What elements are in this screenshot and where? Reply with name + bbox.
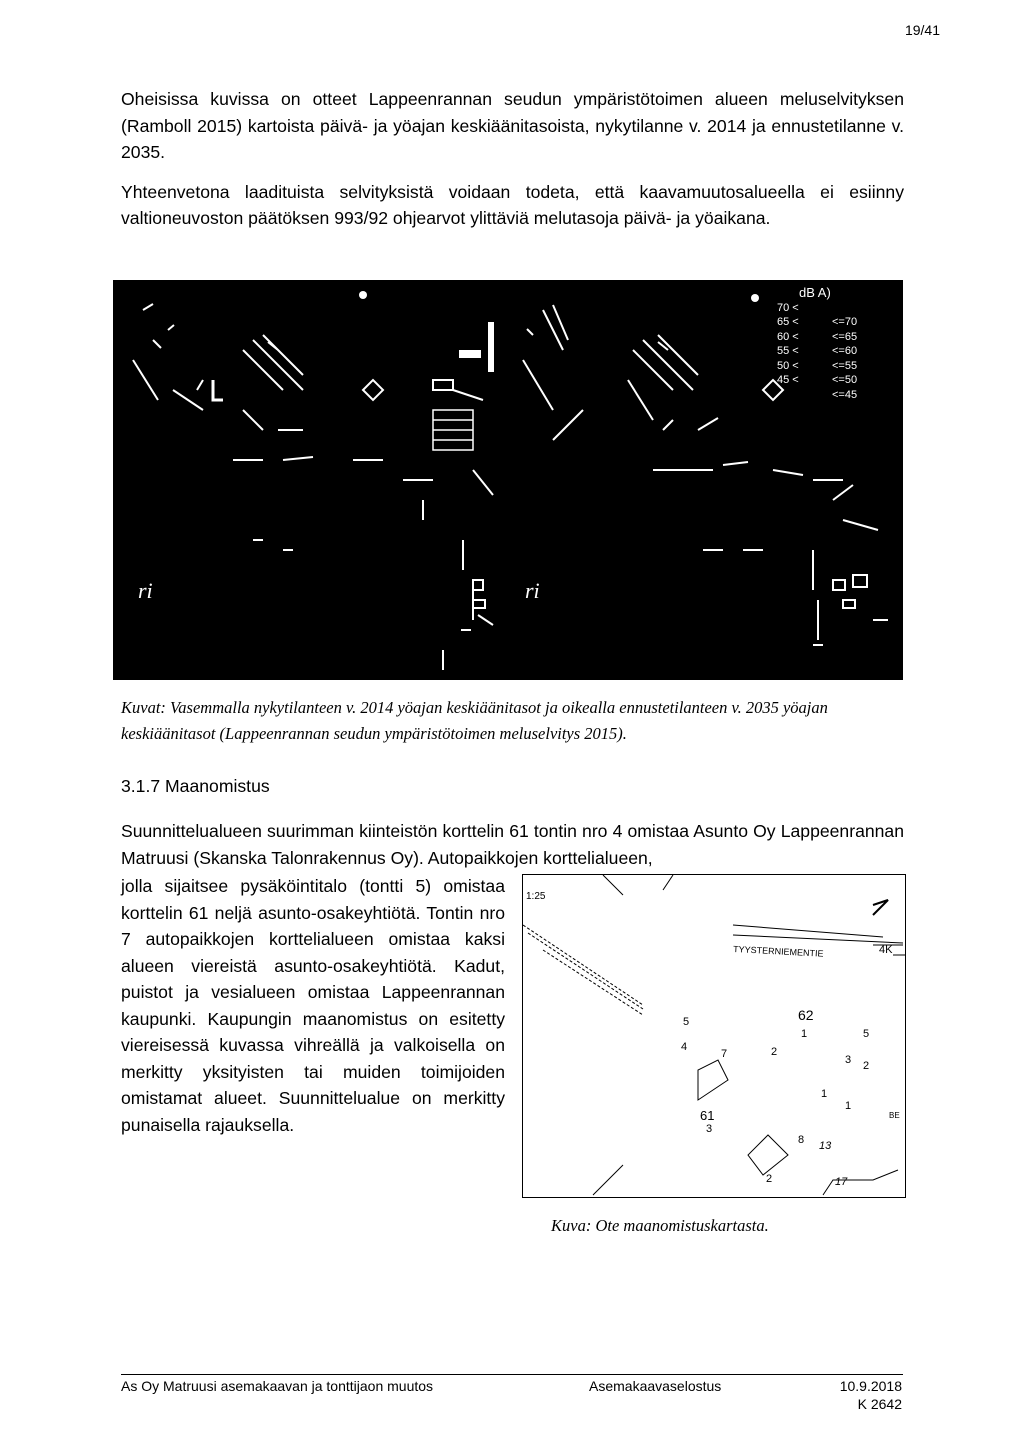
- map-label: 3: [706, 1123, 713, 1135]
- map-label: 13: [819, 1140, 832, 1152]
- map-label: 8: [798, 1134, 805, 1146]
- legend-row: 65 < <=70: [777, 316, 858, 328]
- ownership-paragraph: Suunnittelualueen suurimman kiinteistön korttelin 61 tontin nro 4 omistaa Asunto Oy Lappeenrannan Matruusi (Skanska Talonrakennus Oy). Autopaikkojen korttelialueen,: [121, 821, 904, 868]
- legend-title: dB A): [799, 285, 831, 300]
- intro-text: [121, 86, 904, 232]
- legend-row: <=45: [832, 388, 858, 401]
- page-number: 19/41: [904, 22, 940, 38]
- legend-row: 55 < <=60: [777, 345, 858, 357]
- noise-legend: [777, 286, 897, 402]
- map-label: 7: [721, 1048, 728, 1060]
- footer-divider: [121, 1374, 903, 1375]
- ownership-map: [522, 874, 906, 1198]
- footer-document-title: As Oy Matruusi asemakaavan ja tonttijaon muutos: [121, 1378, 434, 1394]
- ownership-float-text: jolla sijaitsee pysäköintitalo (tontti 5) omistaa korttelin 61 neljä asunto-osakeyhtiötä. Tontin nro 7 autopaikkojen korttelialueen omistaa kaksi alueen viereistä asunto-osakeyhtiötä. Kadut, puistot ja vesialueen omistaa Lappeenrannan kaupunki. Kaupungin maanomistus on esitetty viereisessä kuvassa vihreällä ja valkoisella on merkitty yksityisten tai muiden toimijoiden omistamat alueet. Suunnittelualue on merkitty punaisella rajauksella.: [121, 876, 505, 1135]
- footer-code: K 2642: [857, 1396, 902, 1412]
- map-label: 5: [863, 1028, 870, 1040]
- map-label: 2: [863, 1060, 870, 1072]
- map-label: 61: [700, 1108, 715, 1123]
- legend-row: 70 <: [777, 301, 799, 314]
- map-street: TYYSTERNIEMENTIE: [732, 944, 824, 959]
- map-label: 3: [845, 1054, 852, 1066]
- map-label: 1: [801, 1028, 808, 1040]
- map-label: 1: [821, 1088, 828, 1100]
- map-label: 1: [845, 1100, 852, 1112]
- footer-document-type: Asemakaavaselostus: [589, 1378, 722, 1394]
- legend-row: 60 < <=65: [777, 330, 858, 343]
- map-label: 4K: [879, 944, 893, 956]
- noise-maps-figure: [113, 280, 903, 680]
- map-label: 17: [835, 1176, 848, 1188]
- legend-row: 50 < <=55: [777, 359, 858, 372]
- ownership-map-caption: Kuva: Ote maanomistuskartasta.: [551, 1216, 769, 1235]
- footer-date: 10.9.2018: [839, 1378, 902, 1394]
- section-heading: 3.1.7 Maanomistus: [121, 776, 270, 796]
- map-label: BE: [889, 1111, 900, 1120]
- map-label: 62: [798, 1007, 814, 1023]
- map-label: 4: [681, 1041, 688, 1053]
- map-label: 2: [766, 1173, 773, 1185]
- ownership-map-graphic: [523, 875, 905, 1197]
- map-label: 2: [771, 1046, 778, 1058]
- map-label-left: ri: [138, 578, 153, 603]
- noise-maps-caption: Kuvat: Vasemmalla nykytilanteen v. 2014 yöajan keskiäänitasot ja oikealla ennustetilanteen v. 2035 yöajan keskiäänitasot (Lappeenrannan seudun ympäristötoimen meluselvitys 2015).: [121, 698, 828, 743]
- map-label-right: ri: [525, 578, 540, 603]
- legend-row: 45 < <=50: [777, 374, 858, 386]
- intro-paragraph-2: Yhteenvetona laadituista selvityksistä voidaan todeta, että kaavamuutosalueella ei esiinny valtioneuvoston päätöksen 993/92 ohjearvot ylittäviä melutasoja päivä- ja yöaikana.: [121, 181, 904, 228]
- map-label: 5: [683, 1016, 690, 1028]
- map-scale: 1:25: [526, 891, 546, 902]
- intro-paragraph-1: Oheisissa kuvissa on otteet Lappeenrannan seudun ympäristötoimen alueen meluselvityksen (Ramboll 2015) kartoista päivä- ja yöajan keskiäänitasoista, nykytilanne v. 2014 ja ennustetilanne v. 2035.: [121, 89, 904, 162]
